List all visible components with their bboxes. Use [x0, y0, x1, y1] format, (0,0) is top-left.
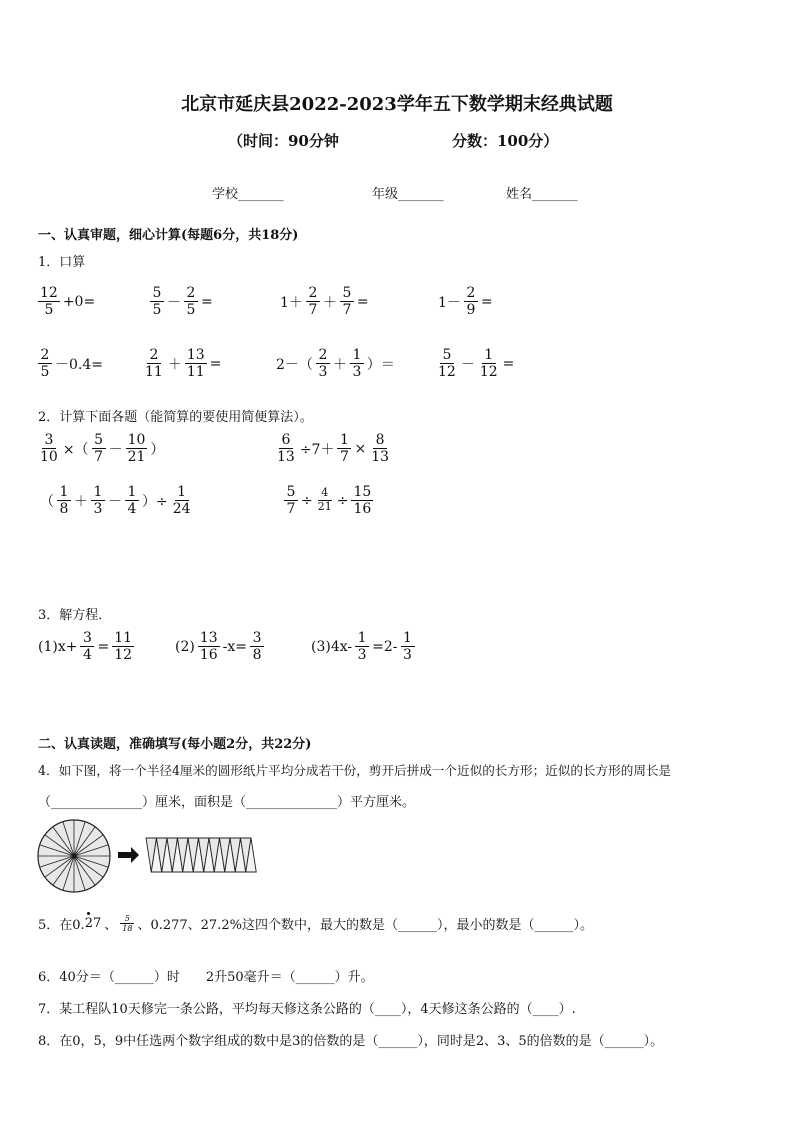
- school-field[interactable]: 学校_______: [212, 187, 284, 202]
- q4-line2: （______________）厘米，面积是（______________）平方厘米。: [38, 795, 416, 810]
- fraction: $\frac{3}{8}$: [250, 630, 264, 663]
- fraction: $\frac{11}{12}$: [114, 630, 133, 664]
- name-field[interactable]: 姓名_______: [506, 187, 578, 202]
- circle-to-rectangle-figure: [36, 816, 266, 896]
- repeating-decimal: 27: [84, 916, 102, 932]
- oral-b: $\frac{5}{5}$ － $\frac{2}{5}$ =: [150, 285, 213, 318]
- q1-title: 1．口算: [38, 255, 86, 270]
- fraction: $\frac{4}{21}$: [317, 486, 332, 514]
- fraction: $\frac{1}{3}$: [91, 484, 105, 517]
- fraction: $\frac{13}{11}$: [186, 347, 205, 381]
- fraction: $\frac{1}{3}$: [401, 630, 415, 663]
- fraction: $\frac{5}{7}$: [340, 285, 354, 318]
- section2-heading: 二、认真读题，准确填写(每小题2分，共22分): [38, 737, 312, 752]
- fraction: $\frac{3}{4}$: [80, 630, 94, 663]
- grade-field[interactable]: 年级_______: [372, 187, 444, 202]
- fraction: $\frac{5}{18}$: [122, 914, 133, 934]
- fraction: $\frac{1}{4}$: [125, 484, 139, 517]
- fraction: $\frac{10}{21}$: [127, 432, 146, 466]
- fraction: $\frac{13}{16}$: [199, 630, 218, 664]
- exam-time: （时间：90分钟: [228, 132, 339, 150]
- exam-score: 分数：100分）: [452, 132, 559, 150]
- fraction: $\frac{1}{3}$: [355, 630, 369, 663]
- fraction: $\frac{1}{12}$: [479, 347, 498, 381]
- fraction: $\frac{5}{7}$: [92, 432, 106, 465]
- fraction: $\frac{5}{5}$: [150, 285, 164, 318]
- right-arrow-icon: [118, 847, 139, 863]
- fraction: $\frac{1}{24}$: [172, 484, 191, 518]
- fraction: $\frac{5}{7}$: [284, 484, 298, 517]
- fraction: $\frac{1}{8}$: [57, 484, 71, 517]
- circle-center: [72, 854, 76, 858]
- equation-1: (1)x+ $\frac{3}{4}$ = $\frac{11}{12}$: [38, 630, 133, 664]
- divided-circle: [38, 820, 110, 892]
- q8: 8．在0，5，9中任选两个数字组成的数中是3的倍数的是（______），同时是2、3、5的倍数的是（______）。: [38, 1034, 664, 1049]
- q6: 6．40分＝（______）时 2升50毫升＝（______）升。: [38, 970, 374, 985]
- fraction: $\frac{1}{3}$: [350, 347, 364, 380]
- q7: 7．某工程队10天修完一条公路，平均每天修这条公路的（____），4天修这条公路的（____）.: [38, 1002, 576, 1017]
- fraction: $\frac{2}{3}$: [316, 347, 330, 380]
- fraction: $\frac{2}{9}$: [464, 285, 478, 318]
- calc-b: $\frac{6}{13}$ ÷7＋ $\frac{1}{7}$ × $\frac{8}{13}$: [277, 432, 390, 466]
- oral-e: $\frac{2}{5}$ －0.4=: [38, 347, 103, 380]
- oral-h: $\frac{5}{12}$ － $\frac{1}{12}$ =: [438, 347, 515, 381]
- calc-d: $\frac{5}{7}$ ÷ $\frac{4}{21}$ ÷ $\frac{15}{16}$: [284, 484, 373, 517]
- oral-d: 1－ $\frac{2}{9}$ =: [438, 285, 493, 319]
- fraction: $\frac{6}{13}$: [277, 432, 295, 466]
- calc-c: （ $\frac{1}{8}$ ＋ $\frac{1}{3}$ － $\frac{1}{4}$ ）÷ $\frac{1}{24}$: [40, 484, 191, 518]
- equation-3: (3)4x- $\frac{1}{3}$ =2- $\frac{1}{3}$: [311, 630, 415, 663]
- fraction: $\frac{2}{7}$: [306, 285, 320, 318]
- oral-g: 2－（ $\frac{2}{3}$ ＋ $\frac{1}{3}$ ）＝: [276, 347, 395, 381]
- approximate-rectangle: [146, 838, 256, 872]
- oral-c: 1＋ $\frac{2}{7}$ ＋ $\frac{5}{7}$ =: [280, 285, 369, 319]
- fraction: $\frac{2}{5}$: [184, 285, 198, 318]
- oral-f: $\frac{2}{11}$ ＋ $\frac{13}{11}$ =: [145, 347, 222, 381]
- fraction: $\frac{5}{12}$: [438, 347, 456, 381]
- fraction: $\frac{2}{5}$: [38, 347, 52, 380]
- fraction: $\frac{3}{10}$: [40, 432, 58, 466]
- fraction: $\frac{15}{16}$: [353, 484, 372, 518]
- section1-heading: 一、认真审题，细心计算(每题6分，共18分): [38, 228, 299, 243]
- q3-title: 3．解方程．: [38, 608, 112, 623]
- fraction: $\frac{8}{13}$: [371, 432, 390, 466]
- calc-a: $\frac{3}{10}$ ×（ $\frac{5}{7}$ － $\frac{10}{21}$ ）: [40, 432, 165, 466]
- fraction: $\frac{1}{7}$: [337, 432, 351, 465]
- fraction: $\frac{12}{5}$: [40, 285, 58, 319]
- q4-line1: 4．如下图，将一个半径4厘米的圆形纸片平均分成若干份，剪开后拼成一个近似的长方形；近似的长方形的周长是: [38, 763, 672, 778]
- q2-title: 2．计算下面各题（能简算的要使用简便算法）。: [38, 410, 313, 425]
- q5: 5．在0. 27 、 $\frac{5}{18}$ 、0.277、27.2%这四个数中，最大的数是（______），最小的数是（______）。: [38, 914, 593, 934]
- page-title: 北京市延庆县2022-2023学年五下数学期末经典试题: [181, 94, 613, 115]
- fraction: $\frac{2}{11}$: [145, 347, 163, 381]
- equation-2: (2) $\frac{13}{16}$ -x= $\frac{3}{8}$: [175, 630, 264, 663]
- oral-a: $\frac{12}{5}$ +0=: [40, 285, 96, 319]
